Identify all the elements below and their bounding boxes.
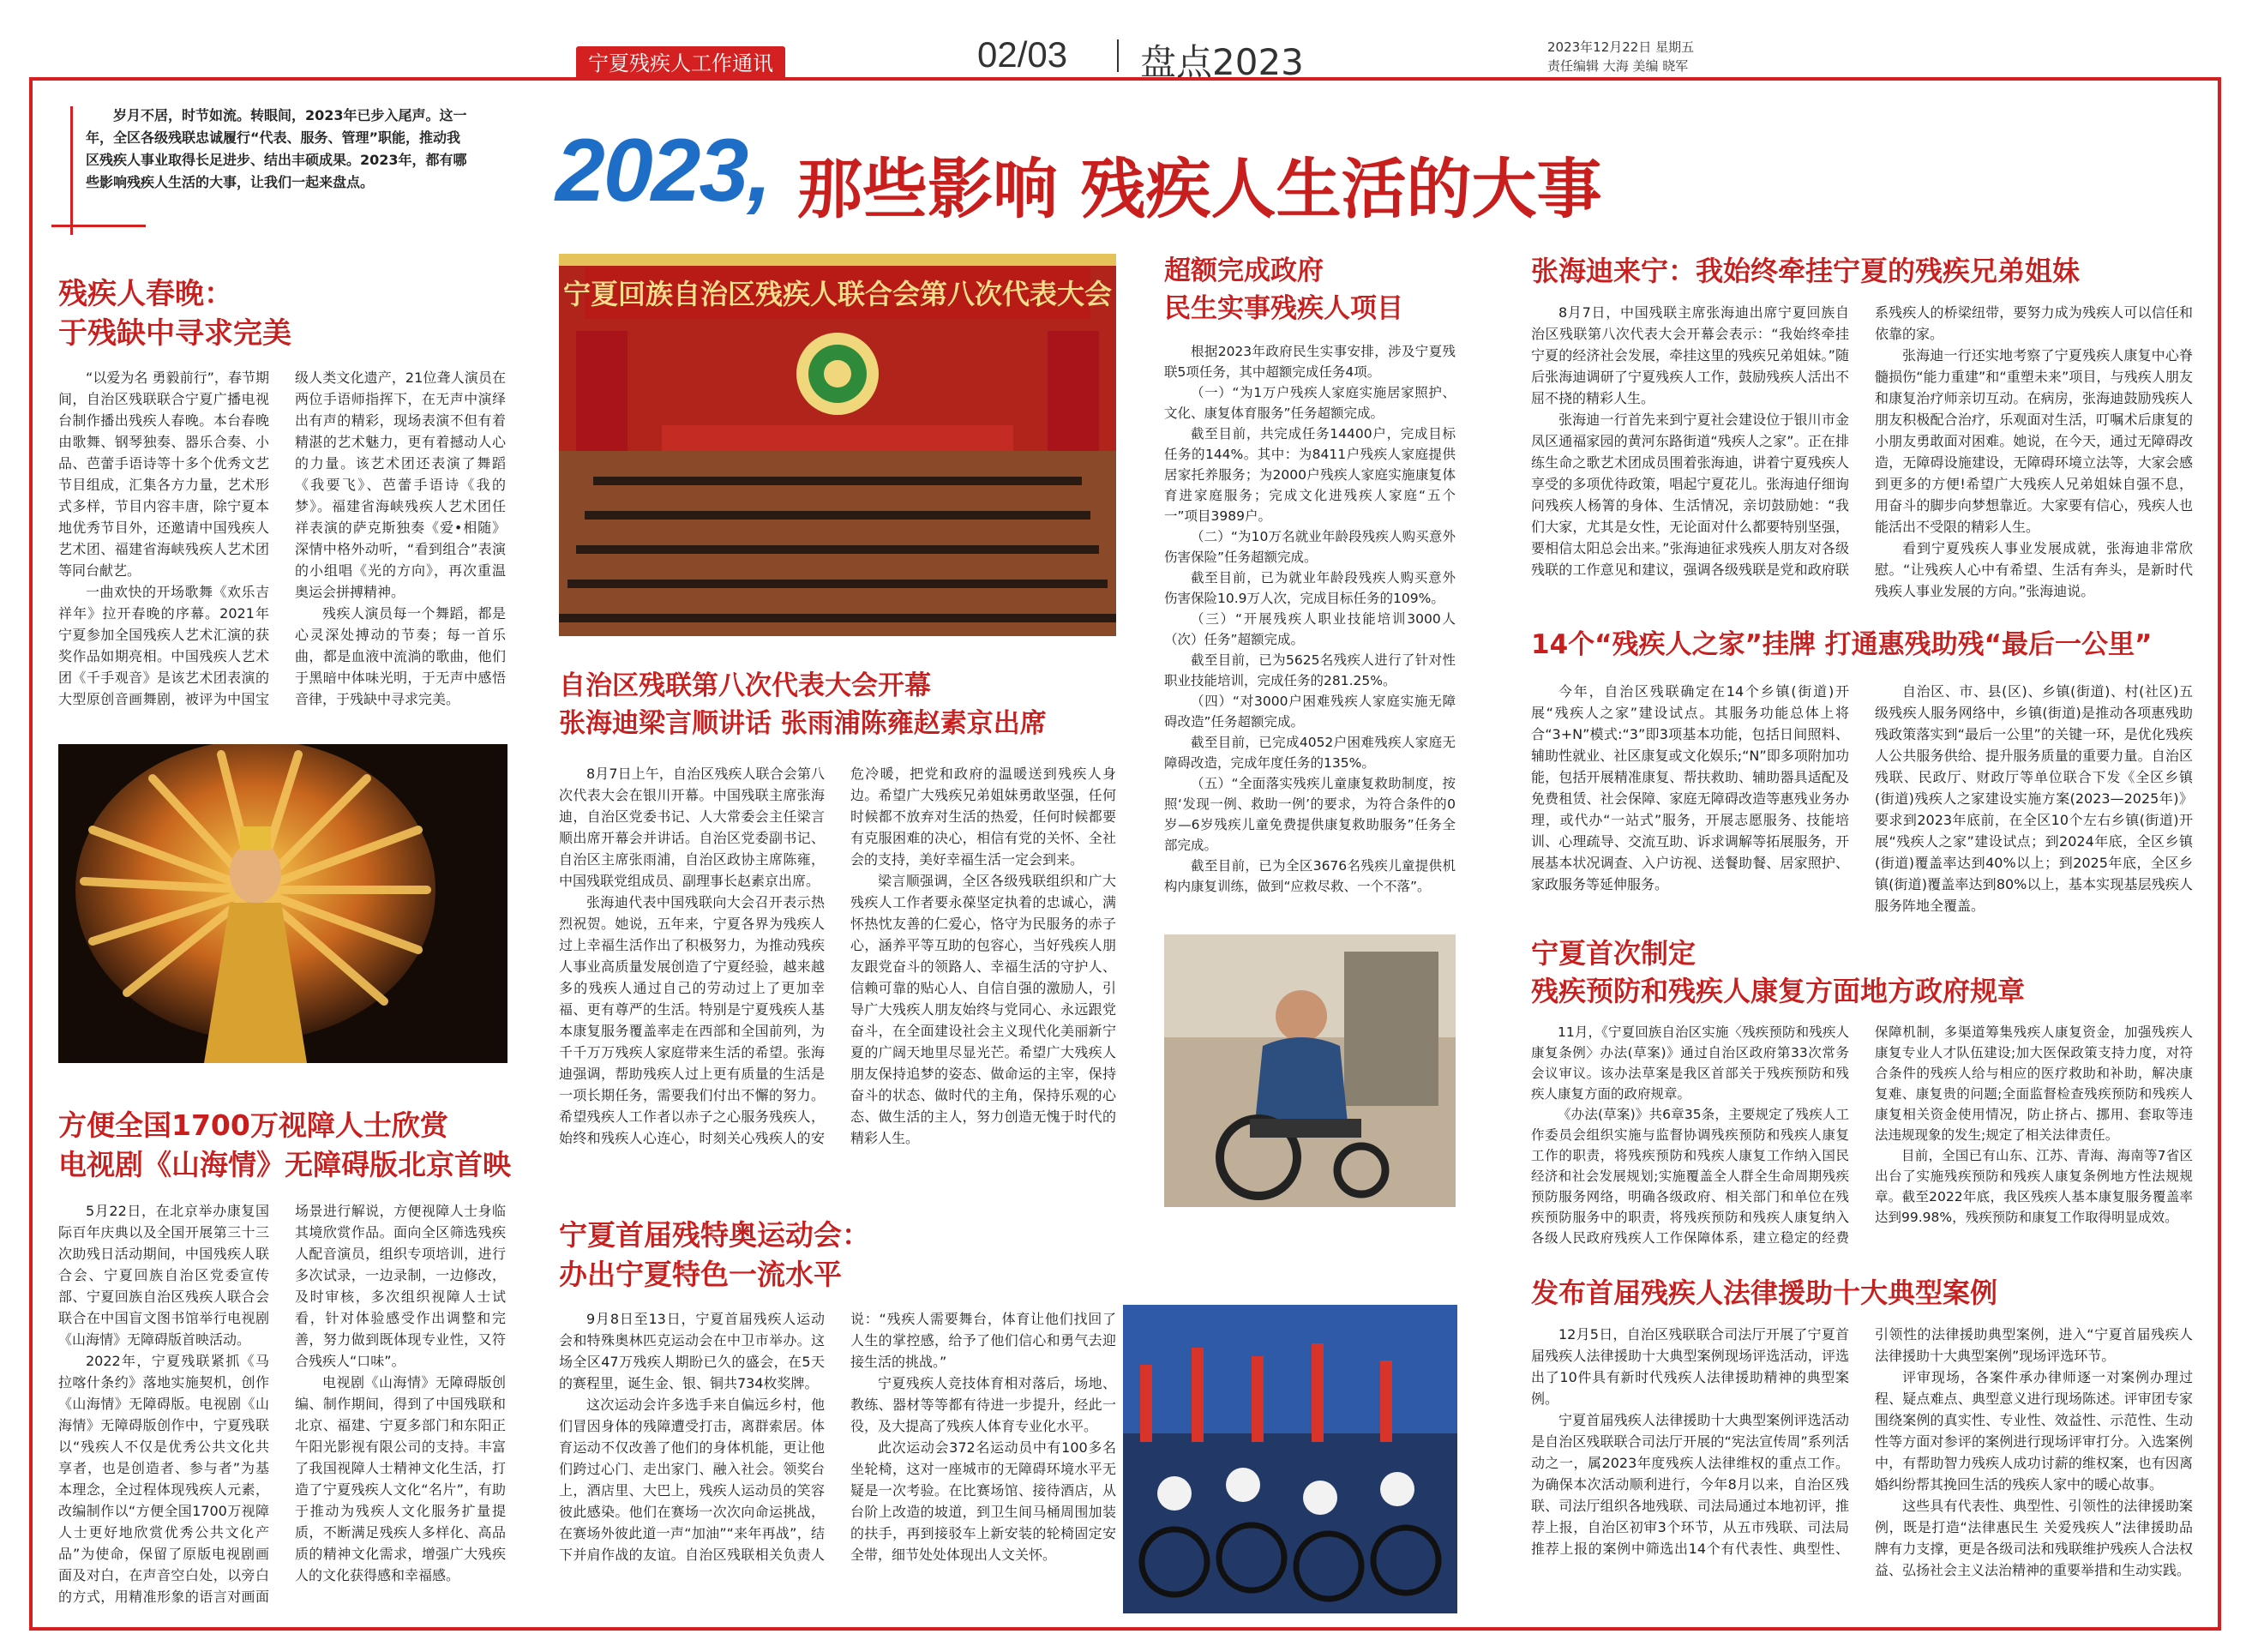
title-line-1: 自治区残联第八次代表大会开幕 (559, 670, 931, 701)
paragraph: 电视剧《山海情》无障碍版创编、制作期间，得到了中国残联和北京、福建、宁夏多部门和东阳正午阳光影视有限公司的支持。丰富了我国视障人士精神文化生活，打造了宁夏残疾人文化“名片”，有助于推动为残疾人文化服务扩量提质，不断满足残疾人多样化、高品质的精神文化需求，增强广大残疾人的文化获得感和幸福感。 (295, 1374, 506, 1583)
paragraph: 截至目前，共完成任务14400户，完成目标任务的144%。其中：为8411户残疾人家庭提供居家托养服务；为2000户残疾人家庭实施康复体育进家庭服务；完成文化进残疾人家庭“五个一”项目3989户。 (1164, 426, 1456, 524)
paragraph: 宁夏残疾人竞技体育相对落后，场地、教练、器材等等都有待进一步提升，经此一役，及大提高了残疾人体育专业化水平。 (850, 1375, 1116, 1434)
paragraph: 今年，自治区残联确定在14个乡镇(街道)开展“残疾人之家”建设试点。其服务功能总体上将合“3+N”模式:“3”即3项基本功能，包括日间照料、辅助性就业、社区康复或文化娱乐;“N”即多项附加功能，包括开展精准康复、帮扶救助、辅助器具适配及免费租赁、社会保障、家庭无障碍改造等惠残业务办理，或代办“一站式”服务，开展志愿服务、技能培训、心理疏导、交流互助、诉求调解等拓展服务，开展基本状况调查、入户访视、送餐助餐、居家照护、家政服务等延伸服务。 (1531, 683, 1849, 892)
paragraph: 5月22日，在北京举办康复国际百年庆典以及全国开展第三十三次助残日活动期间，中国残疾人联合会、宁夏回族自治区党委宣传部、宁夏回族自治区残疾人联合会联合在中国盲文图书馆举行电视剧《山海情》无障碍版首映活动。 (58, 1203, 269, 1348)
paragraph: 根据2023年政府民生实事安排，涉及宁夏残联5项任务，其中超额完成任务4项。 (1164, 344, 1456, 380)
games-illustration (1123, 1305, 1457, 1613)
paragraph: 梁言顺强调，全区各级残联组织和广大残疾人工作者要永葆坚定执着的忠诚心，满怀热忱友善的仁爱心，恪守为民服务的赤子心，涵养平等互助的包容心，当好残疾人朋友跟党奋斗的领路人、幸福生活的守护人、信赖可靠的贴心人、自信自强的激励人，引导广大残疾人朋友始终与党同心、永远跟党奋斗，在全面建设社会主义现代化美丽新宁夏的广阔天地里尽显光芒。希望广大残疾人朋友保持追梦的姿态、做命运的主宰，保持奋斗的状态、做时代的主角，保持乐观的心态、做生活的主人，努力创造无愧于时代的精彩人生。 (850, 873, 1116, 1146)
paragraph: 8月7日上午，自治区残疾人联合会第八次代表大会在银川开幕。中国残联主席张海迪，自治区党委书记、人大常委会主任梁言顺出席开幕会并讲话。自治区党委副书记、自治区主席张雨浦，自治区政协主席陈雍，中国残联党组成员、副理事长赵素京出席。 (559, 766, 825, 889)
article-title-zhang-haidi-visit: 张海迪来宁：我始终牵挂宁夏的残疾兄弟姐妹 (1531, 255, 2081, 287)
main-title-year: 2023, (555, 121, 771, 220)
paragraph: 截至目前，已为5625名残疾人进行了针对性职业技能培训，完成任务的281.25%。 (1164, 652, 1456, 688)
paragraph: 这次运动会许多选手来自偏远乡村，他们冒因身体的残障遭受打击，离群索居。体育运动不仅改善了他们的身体机能，更让他们跨过心门、走出家门、融入社会。领奖台上，酒店里、大巴上，残疾人运动员的笑容彼此感染。他们在赛场一次次向命运挑战，在赛场外彼此道一声“加油”“来年再战”，结下并肩作战的友谊。自治区残联相关负责人说：“残疾人需要舞台，体育让他们找回了人生的掌控感，给予了他们信心和勇气去迎接生活的挑战。” (559, 1311, 1116, 1563)
paragraph: 截至目前，已为全区3676名残疾儿童提供机构内康复训练，做到“应救尽救、一个不落”。 (1164, 858, 1456, 894)
paragraph: 自治区、市、县(区)、乡镇(街道)、村(社区)五级残疾人服务网络中，乡镇(街道)是推动各项惠残助残政策落实到“最后一公里”的关键一环，是优化残疾人公共服务供给、提升服务质量的重要力量。自治区残联、民政厅、财政厅等单位联合下发《全区乡镇(街道)残疾人之家建设实施方案(2023—2025年)》要求到2023年底前，在全区10个左右乡镇(街道)开展“残疾人之家”建设试点；到2024年底，全区乡镇(街道)覆盖率达到40%以上；到2025年底，全区乡镇(街道)覆盖率达到80%以上，基本实现基层残疾人服务阵地全覆盖。 (1875, 683, 2193, 914)
paragraph: （二）“为10万名就业年龄段残疾人购买意外伤害保险”任务超额完成。 (1164, 529, 1456, 565)
paragraph: 此次运动会372名运动员中有100多名坐轮椅，这对一座城市的无障碍环境水平无疑是一次考验。在比赛场馆、接待酒店，从台阶上改造的坡道，到卫生间马桶周围加装的扶手，再到接驳车上新安装的轮椅固定安全带，细节处处体现出人文关怀。 (850, 1439, 1116, 1563)
title-line-1: 残疾人春晚： (58, 277, 233, 311)
paragraph: 2022年，宁夏残联紧抓《马拉喀什条约》落地实施契机，创作《山海情》无障碍版。电视剧《山海情》无障碍版创作中，宁夏残联以“残疾人不仅是优秀公共文化共享者，也是创造者、参与者”为基本理念，全过程体现残疾人元素，改编制作以“方便全国1700万视障人士更好地欣赏优秀公共文化产品”为使命，保留了原版电视剧画面及对白，在声音空白处，以旁白的方式，用精准形象的语言对画面场景进行解说，方便视障人士身临其境欣赏作品。面向全区筛选残疾人配音演员，组织专项培训，进行多次试录，一边录制，一边修改，及时审核，多次组织视障人士试看，针对体验感受作出调整和完善，努力做到既体现专业性，又符合残疾人“口味”。 (58, 1203, 506, 1605)
paragraph: （三）“开展残疾人职业技能培训3000人（次）任务”超额完成。 (1164, 611, 1456, 647)
article-title-shanhaiqing (58, 1106, 521, 1185)
photo-wheelchair-user (1164, 934, 1456, 1207)
article-title-spring-gala (58, 274, 521, 353)
paragraph: 宁夏首届残疾人法律援助十大典型案例评选活动是自治区残联联合司法厅开展的“宪法宣传周”系列活动之一，属2023年度残疾人法律维权的重点工作。为确保本次活动顺利进行，今年8月以来，自治区残联、司法厅组织各地残联、司法局通过本地初评，推荐上报，自治区初审3个环节，从五市残联、司法局推荐上报的案例中筛选出14个有代表性、典型性、引领性的法律援助典型案例，进入“宁夏首届残疾人法律援助十大典型案例”现场评选环节。 (1531, 1326, 2193, 1557)
photo-sports-games (1123, 1305, 1457, 1613)
paragraph: 8月7日，中国残联主席张海迪出席宁夏回族自治区残联第八次代表大会开幕会表示：“我始终牵挂宁夏的经济社会发展，牵挂这里的残疾兄弟姐妹。”随后张海迪调研了宁夏残疾人工作，鼓励残疾人活出不屈不挠的精彩人生。 (1531, 304, 1849, 406)
title-line-2: 办出宁夏特色一流水平 (559, 1258, 842, 1291)
article-title-disabled-homes: 14个“残疾人之家”挂牌 打通惠残助残“最后一公里” (1531, 629, 2153, 660)
main-title: 那些影响 残疾人生活的大事 (797, 151, 1602, 227)
section-tag: 宁夏残疾人工作通讯 (576, 46, 785, 81)
paragraph: 9月8日至13日，宁夏首届残疾人运动会和特殊奥林匹克运动会在中卫市举办。这场全区47万残疾人期盼已久的盛会，在5天的赛程里，诞生金、银、铜共734枚奖牌。 (559, 1311, 825, 1391)
intro-accent-vertical (70, 106, 73, 235)
title-line-1: 超额完成政府 (1164, 255, 1324, 286)
article-title-legal-aid: 发布首届残疾人法律援助十大典型案例 (1531, 1277, 1998, 1309)
paragraph: 目前，全国已有山东、江苏、青海、海南等7省区出台了实施残疾预防和残疾人康复条例地方性法规规章。截至2022年底，我区残疾人基本康复服务覆盖率达到99.98%，残疾预防和康复工作取得明显成效。 (1875, 1148, 2193, 1225)
editors: 责任编辑 大海 美编 晓军 (1547, 58, 1689, 74)
title-line-2: 残疾预防和残疾人康复方面地方政府规章 (1531, 975, 2026, 1007)
article-title-rehab-regulation (1531, 934, 2208, 1010)
issue-meta (1547, 38, 1694, 75)
article-body-spring-gala (58, 367, 506, 734)
article-body-shanhaiqing (58, 1200, 506, 1612)
paragraph: 张海迪一行还实地考察了宁夏残疾人康复中心脊髓损伤“能力重建”和“重塑未来”项目，与残疾人朋友和康复治疗师亲切互动。在病房，张海迪鼓励残疾人朋友积极配合治疗，乐观面对生活，叮嘱术后康复的小朋友勇敢面对困难。她说，在今天，通过无障碍改造，无障碍设施建设，无障碍环境立法等，大家会感到更多的方便!希望广大残疾人兄弟姐妹自强不息，用奋斗的脚步向梦想靠近。大家要有信心，残疾人也能活出不受限的精彩人生。 (1875, 347, 2193, 535)
title-line-1: 宁夏首次制定 (1531, 937, 1697, 970)
article-body-livelihood-projects (1164, 341, 1456, 924)
paragraph: （一）“为1万户残疾人家庭实施居家照护、文化、康复体育服务”任务超额完成。 (1164, 385, 1456, 421)
title-line-1: 宁夏首届残特奥运动会： (559, 1218, 870, 1252)
congress-illustration (559, 254, 1116, 636)
header-divider (1117, 39, 1119, 72)
paragraph: 截至目前，已完成4052户困难残疾人家庭无障碍改造，完成年度任务的135%。 (1164, 735, 1456, 771)
article-title-eighth-congress (559, 667, 1142, 742)
paragraph: 截至目前，已为就业年龄段残疾人购买意外伤害保险10.9万人次，完成目标任务的109%。 (1164, 570, 1456, 606)
paragraph: 12月5日，自治区残联联合司法厅开展了宁夏首届残疾人法律援助十大典型案例现场评选活动，评选出了10件具有新时代残疾人法律援助精神的典型案例。 (1531, 1326, 1849, 1407)
article-body-zhang-haidi-visit (1531, 302, 2193, 605)
intro-accent-horizontal (51, 225, 146, 227)
paragraph: 张海迪代表中国残联向大会召开表示热烈祝贺。她说，五年来，宁夏各界为残疾人过上幸福生活作出了积极努力，为推动残疾人事业高质量发展创造了宁夏经验，越来越多的残疾人通过自己的劳动过上了更加幸福、更有尊严的生活。特别是宁夏残疾人基本康复服务覆盖率走在西部和全国前列，为千千万万残疾人家庭带来生活的希望。张海迪强调，帮助残疾人过上更有质量的生活是一项长期任务，需要我们付出不懈的努力。希望残疾人工作者以赤子之心服务残疾人，始终和残疾人心连心，时刻关心残疾人的安危冷暖，把党和政府的温暖送到残疾人身边。希望广大残疾兄弟姐妹勇敢坚强，任何时候都不放弃对生活的热爱，任何时候都要有克服困难的决心，相信有党的关怀、全社会的支持，美好幸福生活一定会到来。 (559, 766, 1116, 1146)
title-line-1: 方便全国1700万视障人士欣赏 (58, 1108, 448, 1142)
paragraph: 11月，《宁夏回族自治区实施〈残疾预防和残疾人康复条例〉办法(草案)》通过自治区政府第33次常务会议审议。该办法草案是我区首部关于残疾预防和残疾人康复方面的政府规章。 (1531, 1024, 1849, 1102)
issue-date: 2023年12月22日 星期五 (1547, 39, 1695, 55)
paragraph: 这些具有代表性、典型性、引领性的法律援助案例，既是打造“法律惠民生 关爱残疾人”法律援助品牌有力支撑，更是各级司法和残联维护残疾人合法权益、弘扬社会主义法治精神的重要举措和生动实践。 (1875, 1498, 2193, 1578)
paragraph: 残疾人演员每一个舞蹈，都是心灵深处搏动的节奏；每一首乐曲，都是血液中流淌的歌曲，他们于黑暗中体味光明，于无声中感悟音律，于残缺中寻求完美。 (295, 605, 506, 707)
paragraph: 评审现场，各案件承办律师逐一对案例办理过程、疑点难点、典型意义进行现场陈述。评审团专家围绕案例的真实性、专业性、效益性、示范性、生动性等方面对参评的案例进行现场评审打分。入选案例中，有帮助智力残疾人成功讨薪的维权案，也有因离婚纠纷帮其挽回生活的残疾人家中的暖心故事。 (1875, 1369, 2193, 1493)
paragraph: 《办法(草案)》共6章35条，主要规定了残疾人工作委员会组织实施与监督协调残疾预防和残疾人康复工作的职责，将残疾预防和残疾人康复工作纳入国民经济和社会发展规划;实施覆盖全人群全生命周期残疾预防服务网络，明确各级政府、相关部门和单位在残疾预防服务中的职责，将残疾预防和残疾人康复纳入各级人民政府残疾人工作保障体系，建立稳定的经费保障机制，多渠道筹集残疾人康复资金，加强残疾人康复专业人才队伍建设;加大医保政策支持力度，对符合条件的残疾人给与相应的医疗救助和补助，解决康复难、康复贵的问题;全面监督检查残疾预防和残疾人康复相关资金使用情况，防止挤占、挪用、套取等违法违规现象的发生;规定了相关法律责任。 (1531, 1024, 2193, 1246)
paragraph: 看到宁夏残疾人事业发展成就，张海迪非常欣慰。“让残疾人心中有希望、生活有奔头，是新时代残疾人事业发展的方向。”张海迪说。 (1875, 540, 2193, 599)
article-body-sports-games (559, 1308, 1116, 1612)
page-number: 02/03 (977, 34, 1068, 75)
article-body-disabled-homes (1531, 681, 2193, 924)
photo-thousand-hand-guanyin (58, 744, 507, 1063)
article-body-rehab-regulation (1531, 1022, 2193, 1264)
photo-congress-hall (559, 254, 1116, 636)
paragraph: “以爱为名 勇毅前行”，春节期间，自治区残联联合宁夏广播电视台制作播出残疾人春晚。本台春晚由歌舞、钢琴独奏、器乐合奏、小品、芭蕾手语诗等十多个优秀文艺节目组成，汇集各方力量，艺术形式多样，节目内容丰唐，除宁夏本地优秀节目外，还邀请中国残疾人艺术团、福建省海峡残疾人艺术团等同台献艺。 (58, 369, 269, 579)
congress-banner-text: 宁夏回族自治区残疾人联合会第八次代表大会 (562, 278, 1113, 310)
wheelchair-illustration (1164, 934, 1456, 1207)
article-body-eighth-congress (559, 763, 1116, 1173)
article-title-livelihood-projects (1164, 252, 1490, 327)
dancer-illustration (58, 744, 507, 1063)
paragraph: 一曲欢快的开场歌舞《欢乐吉祥年》拉开春晚的序幕。2021年宁夏参加全国残疾人艺术汇演的获奖作品如期亮相。中国残疾人艺术团《千手观音》是该艺术团表演的大型原创音画舞剧，被评为中国宝级人类文化遗产，21位聋人演员在两位手语师指挥下，在无声中演绎出有声的精彩，现场表演不但有着精湛的艺术魅力，更有着撼动人心的力量。该艺术团还表演了舞蹈《我要飞》、芭蕾手语诗《我的梦》。福建省海峡残疾人艺术团任祥表演的萨克斯独奏《爱•相随》深情中格外动听，“看到组合”表演的小组唱《光的方向》，再次重温奥运会拼搏精神。 (58, 369, 506, 707)
paragraph: （五）“全面落实残疾儿童康复救助制度，按照‘发现一例、救助一例’的要求，为符合条件的0岁—6岁残疾儿童免费提供康复救助服务”任务全部完成。 (1164, 776, 1456, 853)
title-line-2: 张海迪梁言顺讲话 张雨浦陈雍赵素京出席 (559, 708, 1047, 739)
paragraph: （四）“对3000户困难残疾人家庭实施无障碍改造”任务超额完成。 (1164, 694, 1456, 730)
article-body-legal-aid (1531, 1324, 2193, 1612)
title-line-2: 民生实事残疾人项目 (1164, 293, 1403, 324)
title-line-2: 电视剧《山海情》无障碍版北京首映 (58, 1148, 511, 1181)
article-title-sports-games (559, 1216, 1142, 1295)
section-title: 盘点2023 (1140, 41, 1304, 83)
title-line-2: 于残缺中寻求完美 (58, 316, 291, 351)
paragraph: 张海迪一行首先来到宁夏社会建设位于银川市金凤区通福家园的黄河东路街道“残疾人之家”。正在排练生命之歌艺术团成员围着张海迪，讲着宁夏残疾人享受的多项优待政策，唱起宁夏花儿。张海迪仔细询问残疾人杨箐的身体、生活情况，亲切鼓励她：“我们大家，尤其是女性，无论面对什么都要特别坚强，要相信太阳总会出来。”张海迪征求残疾人朋友对各级残联的工作意见和建议，强调各级残联是党和政府联系残疾人的桥梁纽带，要努力成为残疾人可以信任和依靠的家。 (1531, 304, 2193, 578)
intro-paragraph: 岁月不居，时节如流。转眼间，2023年已步入尾声。这一年，全区各级残联忠诚履行“代表、服务、管理”职能，推动我区残疾人事业取得长足进步、结出丰硕成果。2023年，都有哪些影响残疾人生活的大事，让我们一起来盘点。 (86, 107, 467, 190)
